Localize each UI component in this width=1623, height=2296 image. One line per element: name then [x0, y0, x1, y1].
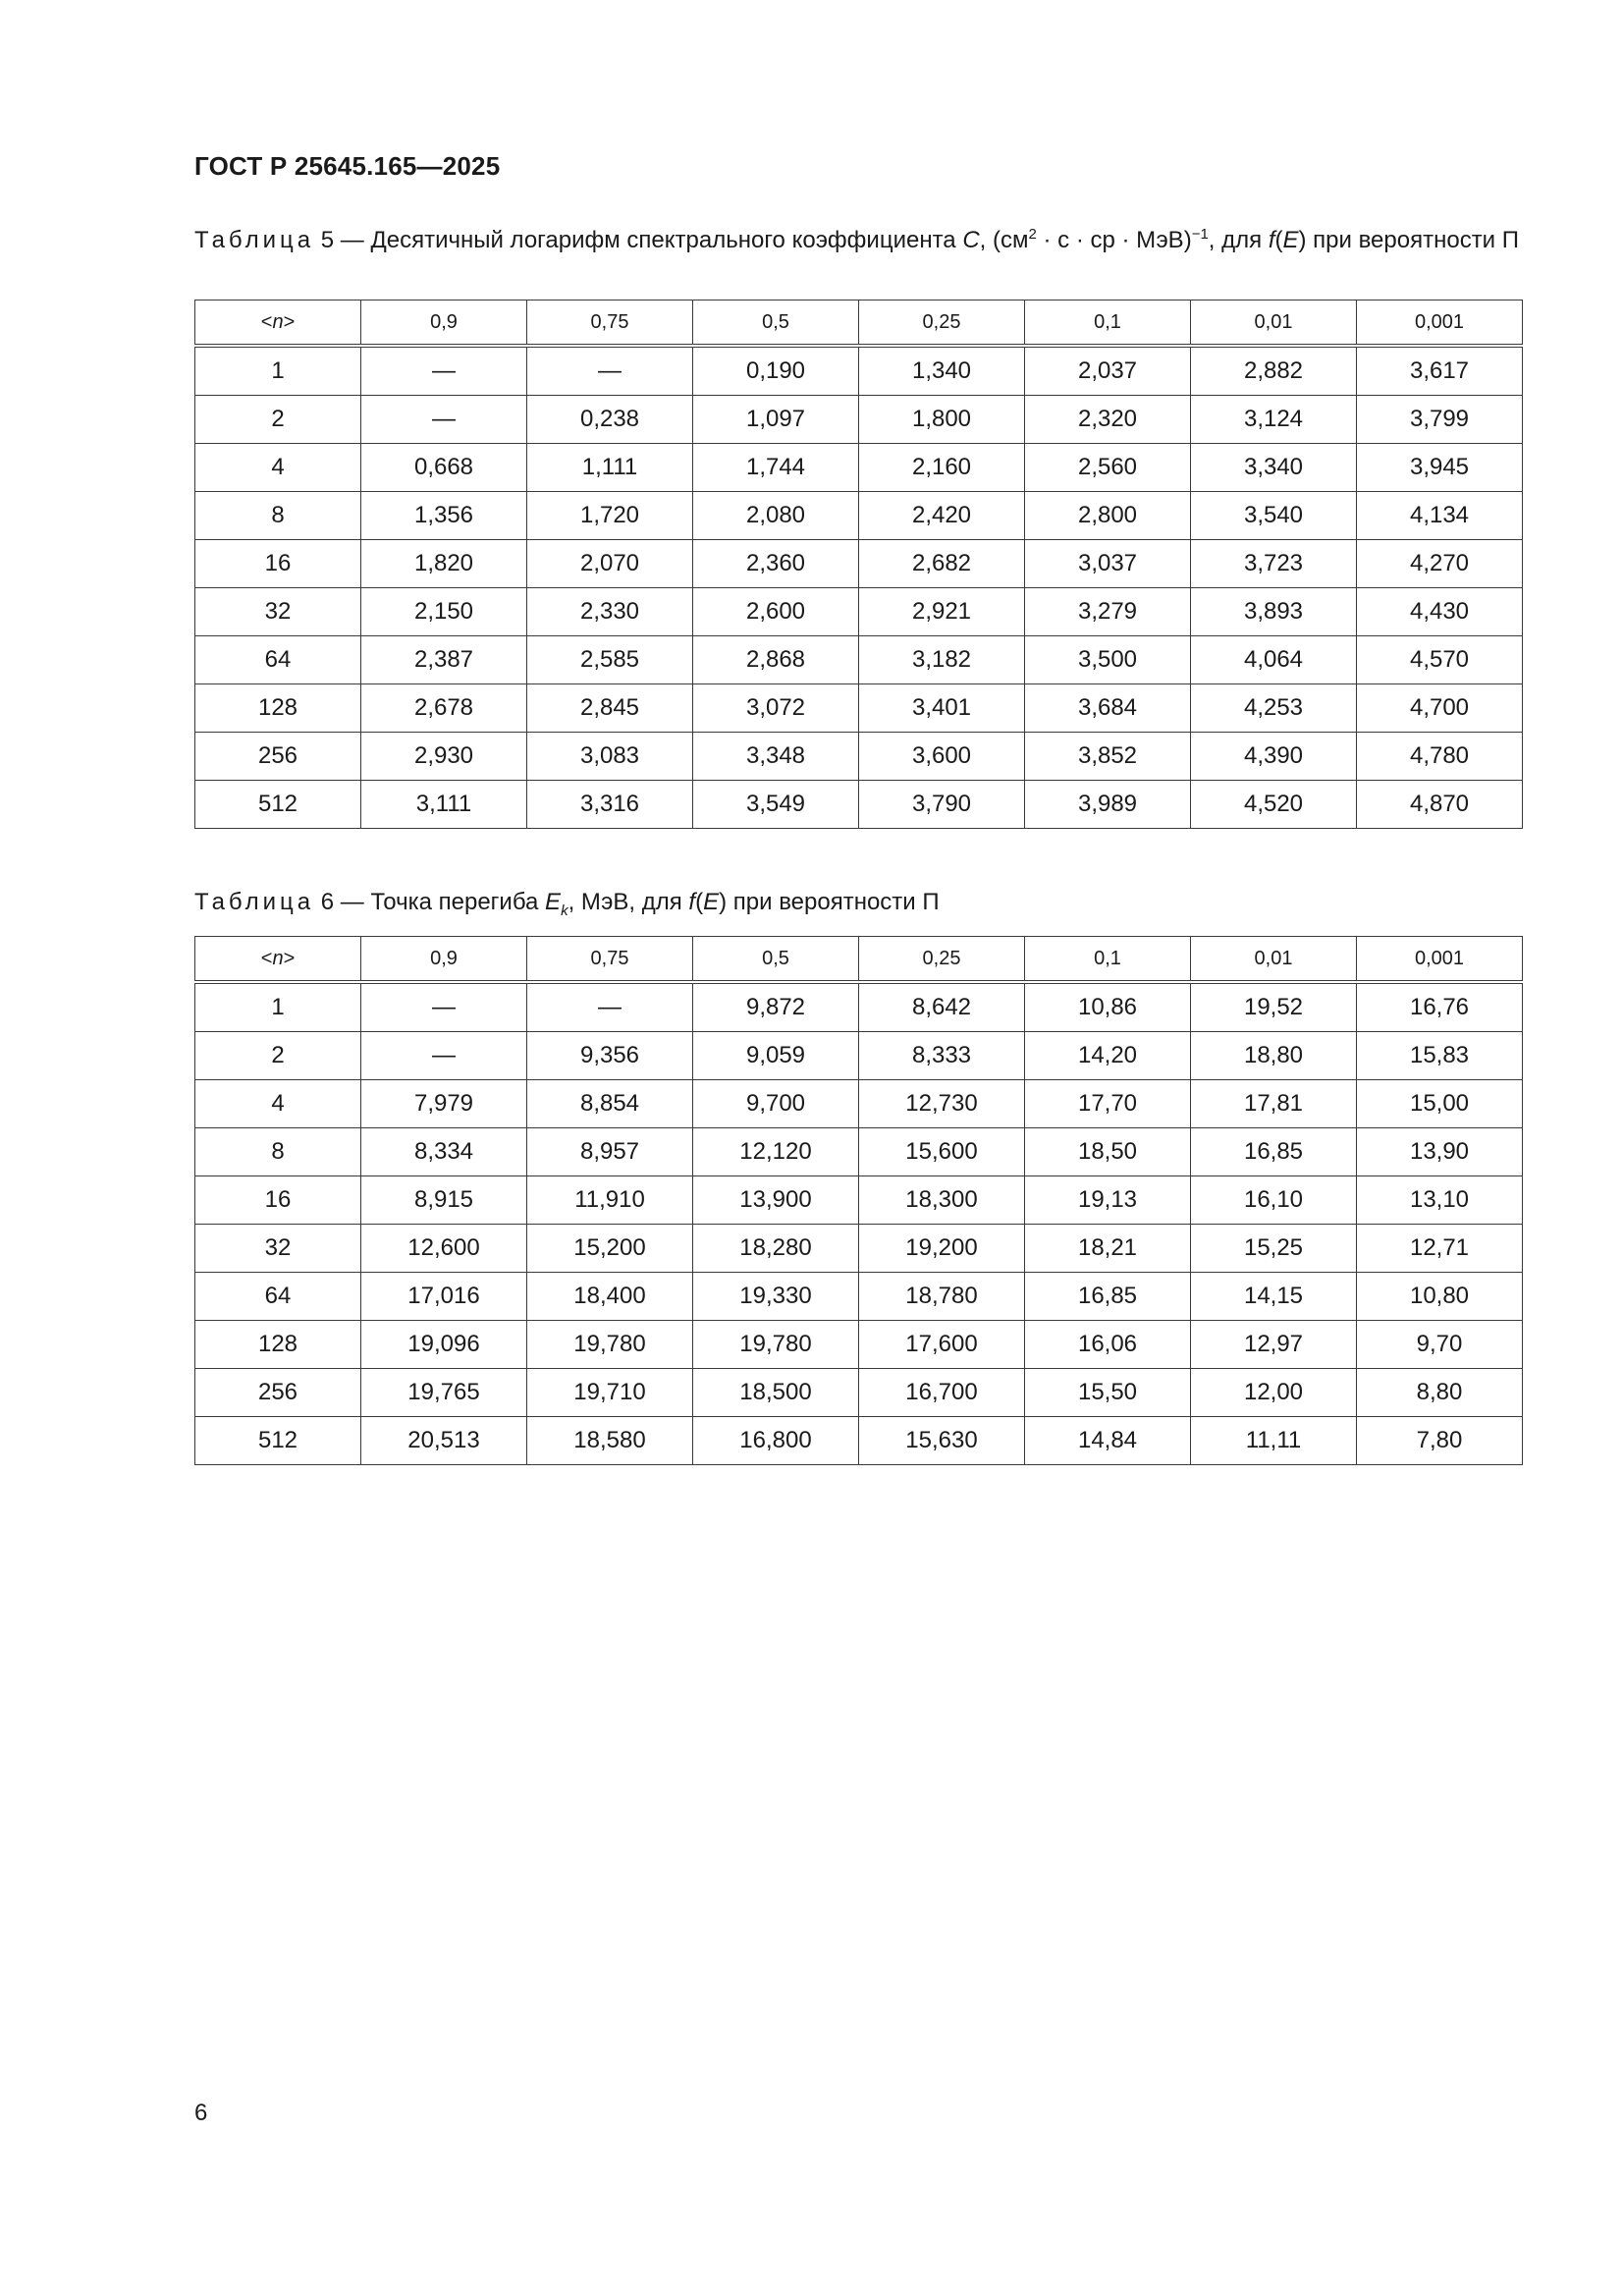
table6-value-cell: 19,200: [859, 1225, 1025, 1273]
table5-row-n-cell: 256: [195, 733, 361, 781]
table5-value-cell: 3,279: [1025, 588, 1191, 636]
table5-row: [195, 684, 1523, 733]
table6-value-cell: 15,83: [1357, 1032, 1523, 1080]
table5-value-cell: 3,316: [527, 781, 693, 829]
table6-value-cell: 8,957: [527, 1128, 693, 1176]
table5-row-n-cell: 32: [195, 588, 361, 636]
table6-header-cell: 0,01: [1191, 937, 1357, 983]
table5-value-cell: 3,401: [859, 684, 1025, 733]
table5-row-n-cell: 128: [195, 684, 361, 733]
table5-value-cell: 3,182: [859, 636, 1025, 684]
table5-value-cell: 2,420: [859, 492, 1025, 540]
table6-value-cell: 7,979: [361, 1080, 527, 1128]
table5-row-n-cell: 64: [195, 636, 361, 684]
table6-value-cell: 12,71: [1357, 1225, 1523, 1273]
table5-value-cell: 3,549: [693, 781, 859, 829]
table6-value-cell: —: [527, 982, 693, 1032]
table6-row: [195, 1369, 1523, 1417]
table5-row: [195, 636, 1523, 684]
table5-value-cell: 4,780: [1357, 733, 1523, 781]
table5-value-cell: 2,921: [859, 588, 1025, 636]
table6-value-cell: 18,280: [693, 1225, 859, 1273]
table6-value-cell: 19,096: [361, 1321, 527, 1369]
table6-value-cell: 16,800: [693, 1417, 859, 1465]
table6-row: [195, 1321, 1523, 1369]
table5-value-cell: 4,064: [1191, 636, 1357, 684]
table6-value-cell: 16,700: [859, 1369, 1025, 1417]
table6-value-cell: 7,80: [1357, 1417, 1523, 1465]
table5-value-cell: 4,430: [1357, 588, 1523, 636]
table6-caption-e: E: [545, 889, 562, 915]
table6-value-cell: 15,600: [859, 1128, 1025, 1176]
table6-header-cell: 0,25: [859, 937, 1025, 983]
table6-value-cell: 9,872: [693, 982, 859, 1032]
table5-caption: [194, 224, 1520, 256]
table5-value-cell: 1,744: [693, 444, 859, 492]
table5-value-cell: 3,790: [859, 781, 1025, 829]
table6-header-cell: 0,9: [361, 937, 527, 983]
table6-value-cell: 15,25: [1191, 1225, 1357, 1273]
table5-caption-text-6: ) при вероятности П: [1298, 227, 1520, 253]
table6-value-cell: 13,10: [1357, 1176, 1523, 1225]
table5-value-cell: 1,820: [361, 540, 527, 588]
table5-value-cell: 2,080: [693, 492, 859, 540]
table6-value-cell: 18,80: [1191, 1032, 1357, 1080]
table5-value-cell: 2,160: [859, 444, 1025, 492]
table5-value-cell: 2,360: [693, 540, 859, 588]
table6-value-cell: 14,84: [1025, 1417, 1191, 1465]
table6-header-cell: 0,1: [1025, 937, 1191, 983]
table5-row: [195, 396, 1523, 444]
table5-value-cell: 3,111: [361, 781, 527, 829]
table5-value-cell: 2,150: [361, 588, 527, 636]
table5-row: [195, 444, 1523, 492]
table6-row-n-cell: 8: [195, 1128, 361, 1176]
table6-row: [195, 1225, 1523, 1273]
table5-value-cell: 2,682: [859, 540, 1025, 588]
table5-caption-sup2: 2: [1028, 226, 1037, 243]
table6-header-n: <n>: [195, 937, 361, 983]
table6-row-n-cell: 256: [195, 1369, 361, 1417]
table6-value-cell: 9,700: [693, 1080, 859, 1128]
table5-value-cell: 2,330: [527, 588, 693, 636]
table5-value-cell: 4,134: [1357, 492, 1523, 540]
table6-value-cell: 9,70: [1357, 1321, 1523, 1369]
table5-value-cell: 0,668: [361, 444, 527, 492]
table5-value-cell: 1,800: [859, 396, 1025, 444]
table5-header-cell: 0,001: [1357, 301, 1523, 347]
table5-value-cell: 3,340: [1191, 444, 1357, 492]
table6-value-cell: 18,500: [693, 1369, 859, 1417]
table5-value-cell: 1,720: [527, 492, 693, 540]
table6-caption-k: k: [561, 902, 568, 919]
table6-row-n-cell: 512: [195, 1417, 361, 1465]
table6-row-n-cell: 128: [195, 1321, 361, 1369]
table6-number: 6: [320, 889, 335, 915]
table5-row: [195, 540, 1523, 588]
table6-value-cell: 16,85: [1191, 1128, 1357, 1176]
table6-value-cell: 16,06: [1025, 1321, 1191, 1369]
table6-row-n-cell: 16: [195, 1176, 361, 1225]
table6-value-cell: 19,52: [1191, 982, 1357, 1032]
table5-caption-text-1: — Десятичный логарифм спектрального коэффициента: [334, 227, 963, 253]
table5-header-cell: 0,5: [693, 301, 859, 347]
table6-value-cell: 18,400: [527, 1273, 693, 1321]
table6-row: [195, 1417, 1523, 1465]
table6-label: Таблица: [194, 889, 315, 915]
table6-value-cell: 18,21: [1025, 1225, 1191, 1273]
table5-row-n-cell: 2: [195, 396, 361, 444]
table6-value-cell: 18,50: [1025, 1128, 1191, 1176]
table5-caption-e: E: [1282, 227, 1299, 253]
table6-value-cell: 19,780: [527, 1321, 693, 1369]
table6-value-cell: 18,300: [859, 1176, 1025, 1225]
table6-value-cell: —: [361, 1032, 527, 1080]
table6-value-cell: 8,334: [361, 1128, 527, 1176]
table5-value-cell: 3,348: [693, 733, 859, 781]
table5-value-cell: —: [361, 346, 527, 396]
table5-row: [195, 781, 1523, 829]
table6-row: [195, 1176, 1523, 1225]
table5-header-n: <n>: [195, 301, 361, 347]
table6-value-cell: 15,00: [1357, 1080, 1523, 1128]
table6-row-n-cell: 2: [195, 1032, 361, 1080]
table5-value-cell: 2,600: [693, 588, 859, 636]
table5-row-n-cell: 512: [195, 781, 361, 829]
table6-row: [195, 1032, 1523, 1080]
table5-value-cell: 1,097: [693, 396, 859, 444]
table6-value-cell: 9,059: [693, 1032, 859, 1080]
table6-value-cell: 12,120: [693, 1128, 859, 1176]
table5-header-cell: 0,75: [527, 301, 693, 347]
table6-row: [195, 1080, 1523, 1128]
table5-row-n-cell: 4: [195, 444, 361, 492]
table5-header-cell: 0,25: [859, 301, 1025, 347]
table5-value-cell: 3,037: [1025, 540, 1191, 588]
table5-value-cell: 3,989: [1025, 781, 1191, 829]
table6-row-n-cell: 32: [195, 1225, 361, 1273]
table5-value-cell: 4,520: [1191, 781, 1357, 829]
table6-value-cell: 19,710: [527, 1369, 693, 1417]
table6-value-cell: —: [361, 982, 527, 1032]
table6-value-cell: 19,765: [361, 1369, 527, 1417]
table6-value-cell: 10,86: [1025, 982, 1191, 1032]
table6-header-row: [195, 937, 1523, 983]
table5-value-cell: 3,124: [1191, 396, 1357, 444]
table6-value-cell: 10,80: [1357, 1273, 1523, 1321]
table6-caption-f: f: [688, 889, 696, 915]
table5-value-cell: 3,799: [1357, 396, 1523, 444]
table5-value-cell: 3,540: [1191, 492, 1357, 540]
table5-value-cell: 4,270: [1357, 540, 1523, 588]
table6-value-cell: 20,513: [361, 1417, 527, 1465]
table5-value-cell: 2,800: [1025, 492, 1191, 540]
table6-value-cell: 11,11: [1191, 1417, 1357, 1465]
table5-value-cell: 3,600: [859, 733, 1025, 781]
table5-caption-text-3: · с · ср · МэВ): [1036, 227, 1192, 253]
table6-header-cell: 0,75: [527, 937, 693, 983]
table5-value-cell: 2,678: [361, 684, 527, 733]
table6-value-cell: 14,15: [1191, 1273, 1357, 1321]
table6-value-cell: 18,580: [527, 1417, 693, 1465]
table6-value-cell: 18,780: [859, 1273, 1025, 1321]
table5-value-cell: —: [361, 396, 527, 444]
table6-value-cell: 13,900: [693, 1176, 859, 1225]
table5-value-cell: 2,882: [1191, 346, 1357, 396]
table6-caption-text-3: (: [695, 889, 704, 915]
table5-row: [195, 492, 1523, 540]
table6-value-cell: 9,356: [527, 1032, 693, 1080]
table6-caption-text-4: ) при вероятности П: [719, 889, 940, 915]
table6-caption-text-2: , МэВ, для: [568, 889, 689, 915]
table6-header-cell: 0,001: [1357, 937, 1523, 983]
table6-value-cell: 13,90: [1357, 1128, 1523, 1176]
table5-header-cell: 0,1: [1025, 301, 1191, 347]
table5-row: [195, 733, 1523, 781]
table6-value-cell: 8,642: [859, 982, 1025, 1032]
table5-value-cell: 2,868: [693, 636, 859, 684]
table6-value-cell: 16,85: [1025, 1273, 1191, 1321]
table6-row: [195, 1273, 1523, 1321]
table6-value-cell: 12,97: [1191, 1321, 1357, 1369]
table6-value-cell: 15,630: [859, 1417, 1025, 1465]
table5-caption-sup-m1: −1: [1191, 226, 1209, 243]
table5-value-cell: 4,870: [1357, 781, 1523, 829]
table6-value-cell: 8,854: [527, 1080, 693, 1128]
table5-caption-text-5: (: [1274, 227, 1283, 253]
table6-value-cell: 11,910: [527, 1176, 693, 1225]
table5-row-n-cell: 8: [195, 492, 361, 540]
table6-value-cell: 16,76: [1357, 982, 1523, 1032]
table5: [194, 300, 1523, 829]
table6-value-cell: 17,600: [859, 1321, 1025, 1369]
table6-value-cell: 19,780: [693, 1321, 859, 1369]
table5-value-cell: 3,723: [1191, 540, 1357, 588]
table5-value-cell: 3,083: [527, 733, 693, 781]
table5-value-cell: 1,356: [361, 492, 527, 540]
table5-value-cell: 3,684: [1025, 684, 1191, 733]
table6-value-cell: 12,600: [361, 1225, 527, 1273]
table6-value-cell: 19,13: [1025, 1176, 1191, 1225]
table5-value-cell: 2,930: [361, 733, 527, 781]
table6-value-cell: 12,730: [859, 1080, 1025, 1128]
table6-value-cell: 12,00: [1191, 1369, 1357, 1417]
table6-value-cell: 17,016: [361, 1273, 527, 1321]
table6-header-cell: 0,5: [693, 937, 859, 983]
table5-value-cell: 4,700: [1357, 684, 1523, 733]
table5-value-cell: 2,560: [1025, 444, 1191, 492]
table6-caption: [194, 886, 1520, 918]
table5-value-cell: 2,070: [527, 540, 693, 588]
table6-row: [195, 982, 1523, 1032]
table6-value-cell: 16,10: [1191, 1176, 1357, 1225]
table6: [194, 936, 1523, 1465]
table5-value-cell: 3,072: [693, 684, 859, 733]
table5-value-cell: 4,390: [1191, 733, 1357, 781]
table5-header-cell: 0,01: [1191, 301, 1357, 347]
table5-value-cell: 2,037: [1025, 346, 1191, 396]
table5-value-cell: 3,500: [1025, 636, 1191, 684]
table5-value-cell: 2,320: [1025, 396, 1191, 444]
table5-value-cell: 1,340: [859, 346, 1025, 396]
table5-row: [195, 346, 1523, 396]
table5-header-row: [195, 301, 1523, 347]
table6-row: [195, 1128, 1523, 1176]
table6-value-cell: 17,81: [1191, 1080, 1357, 1128]
table5-value-cell: 0,238: [527, 396, 693, 444]
table6-value-cell: 17,70: [1025, 1080, 1191, 1128]
table5-value-cell: 0,190: [693, 346, 859, 396]
table6-value-cell: 15,50: [1025, 1369, 1191, 1417]
table5-value-cell: 1,111: [527, 444, 693, 492]
table5-value-cell: 3,945: [1357, 444, 1523, 492]
table5-row: [195, 588, 1523, 636]
table5-value-cell: 2,585: [527, 636, 693, 684]
table6-value-cell: 19,330: [693, 1273, 859, 1321]
table6-caption-text-1: — Точка перегиба: [334, 889, 546, 915]
table5-header-cell: 0,9: [361, 301, 527, 347]
table5-label: Таблица: [194, 227, 315, 253]
table5-value-cell: 4,570: [1357, 636, 1523, 684]
table6-caption-e2: E: [703, 889, 720, 915]
table5-caption-f: f: [1268, 227, 1275, 253]
table6-value-cell: 8,80: [1357, 1369, 1523, 1417]
table6-value-cell: 14,20: [1025, 1032, 1191, 1080]
table6-value-cell: 8,915: [361, 1176, 527, 1225]
table6-value-cell: 15,200: [527, 1225, 693, 1273]
table5-row-n-cell: 1: [195, 346, 361, 396]
page-number: 6: [194, 2100, 208, 2126]
table6-value-cell: 8,333: [859, 1032, 1025, 1080]
document-header: ГОСТ Р 25645.165—2025: [194, 151, 501, 181]
table5-value-cell: 3,617: [1357, 346, 1523, 396]
table5-value-cell: —: [527, 346, 693, 396]
table5-number: 5: [320, 227, 335, 253]
table5-caption-text-4: , для: [1208, 227, 1269, 253]
table5-row-n-cell: 16: [195, 540, 361, 588]
table5-value-cell: 2,387: [361, 636, 527, 684]
table6-row-n-cell: 4: [195, 1080, 361, 1128]
table5-value-cell: 2,845: [527, 684, 693, 733]
table6-row-n-cell: 64: [195, 1273, 361, 1321]
table5-value-cell: 3,852: [1025, 733, 1191, 781]
table5-value-cell: 4,253: [1191, 684, 1357, 733]
table5-caption-c: C: [962, 227, 980, 253]
table5-value-cell: 3,893: [1191, 588, 1357, 636]
table5-caption-text-2: , (см: [979, 227, 1029, 253]
table6-row-n-cell: 1: [195, 982, 361, 1032]
